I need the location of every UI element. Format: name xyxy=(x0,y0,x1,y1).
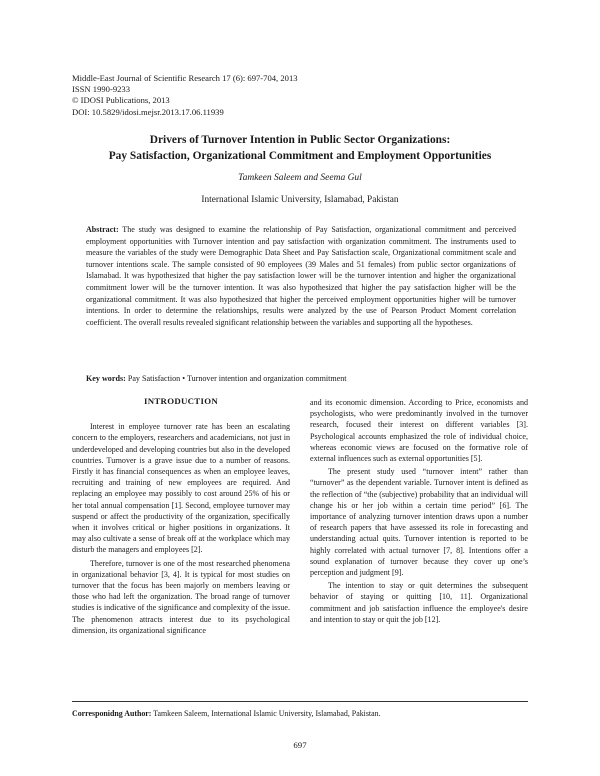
abstract xyxy=(86,224,516,328)
left-column xyxy=(72,396,290,636)
author-list: Tamkeen Saleem and Seema Gul xyxy=(238,173,362,183)
right-paragraph-3: The intention to stay or quit determines the subsequent behavior of staying or quitting [10, 11]. Organizational commitment and job satisfaction influence the employee's desire and intention to stay or quit the job [12]. xyxy=(310,581,528,624)
paper-title xyxy=(0,132,600,164)
footnote-divider xyxy=(72,701,528,702)
right-paragraph-2: The present study used “turnover intent” rather than “turnover” as the dependent variable. Turnover intent is defined as the reflection of “the (subjective) probability that an individual will change his or her job within a certain time period” [6]. The importance of analyzing turnover intention draws upon a number of research papers that have assessed its role in forecasting and understanding actual quits. Turnover intention is reported to be highly correlated with actual turnover [7, 8]. Intentions offer a sound explanation of turnover because they cover up one’s perception and judgment [9]. xyxy=(310,467,528,578)
right-column xyxy=(310,397,528,625)
journal-doi: DOI: 10.5829/idosi.mejsr.2013.17.06.11939 xyxy=(72,106,224,117)
corresponding-author-note xyxy=(72,709,381,718)
journal-issn: ISSN 1990-9233 xyxy=(72,84,131,95)
title-line-1: Drivers of Turnover Intention in Public Sector Organizations: xyxy=(149,134,451,146)
corresponding-author-label: Corresponidng Author: xyxy=(72,709,152,718)
right-paragraph-1: and its economic dimension. According to Price, economists and psychologists, who were predominantly involved in the turnover research, focused their interest on different variables [3]. Psychological accounts emphasized the role of individual choice, whereas economic views are focused on the formative role of external influences such as external opportunities [5]. xyxy=(310,398,528,464)
author-affiliation: International Islamic University, Islamabad, Pakistan xyxy=(201,195,399,205)
section-heading-introduction: INTRODUCTION xyxy=(144,396,218,406)
title-line-2: Pay Satisfaction, Organizational Commitment and Employment Opportunities xyxy=(108,150,492,162)
journal-header xyxy=(72,73,298,118)
corresponding-author-text: Tamkeen Saleem, International Islamic University, Islamabad, Pakistan. xyxy=(151,709,381,718)
journal-citation: Middle-East Journal of Scientific Research 17 (6): 697-704, 2013 xyxy=(72,73,298,83)
intro-paragraph-2: Therefore, turnover is one of the most researched phenomena in organizational behavior [3, 4]. It is typical for most studies on turnover that the focus has been majorly on members leaving or those who had left the organization. The broad range of turnover studies is indicative of the significance and complexity of the issue. The phenomenon attracts interest due to its psychological dimension, its organizational significance xyxy=(72,558,290,635)
keywords-text: Pay Satisfaction • Turnover intention and organization commitment xyxy=(127,374,347,383)
page-number: 697 xyxy=(293,740,307,750)
abstract-text: The study was designed to examine the relationship of Pay Satisfaction, organizational commitment and perceived employment opportunities with Turnover intention and pay satisfaction with organization commitment. The instruments used to measure the variables of the study were Demographic Data Sheet and Pay Satisfaction scale, Organizational commitment scale and turnover intentions scale. The sample consisted of 90 employees (39 Males and 51 females) from public sector organizations of Islamabad. It was hypothesized that higher the pay satisfaction lower will be the turnover intention and higher the organizational commitment lower will be the turnover intention. It was also hypothesized that higher the pay satisfaction higher will be the organizational commitment. It was also hypothesized that higher the perceived employment opportunities higher will be turnover intentions. In order to determine the relationships, results were analyzed by the use of Pearson Product Moment correlation coefficient. The overall results revealed significant relationship between the variables and supporting all the hypotheses. xyxy=(86,225,516,327)
intro-paragraph-1: Interest in employee turnover rate has been an escalating concern to the employers, researchers and academicians, not just in underdeveloped and developing countries but also in the developed countries. Turnover is a grave issue due to a number of reasons. Firstly it has financial consequences as when an employee leaves, recruiting and training of new employees are required. And replacing an employee may possibly to cost around 25% of his or her total annual compensation [1]. Second, employee turnover may suspend or affect the productivity of the organization, specifically when it involves critical or higher positions in organizations. It may also cultivate a sense of break off at the workplace which may disturb the managers and employees [2]. xyxy=(72,422,290,555)
abstract-label: Abstract: xyxy=(86,225,119,234)
keywords-label: Key words: xyxy=(86,374,126,383)
journal-publisher: © IDOSI Publications, 2013 xyxy=(72,95,170,106)
keywords xyxy=(86,374,347,383)
